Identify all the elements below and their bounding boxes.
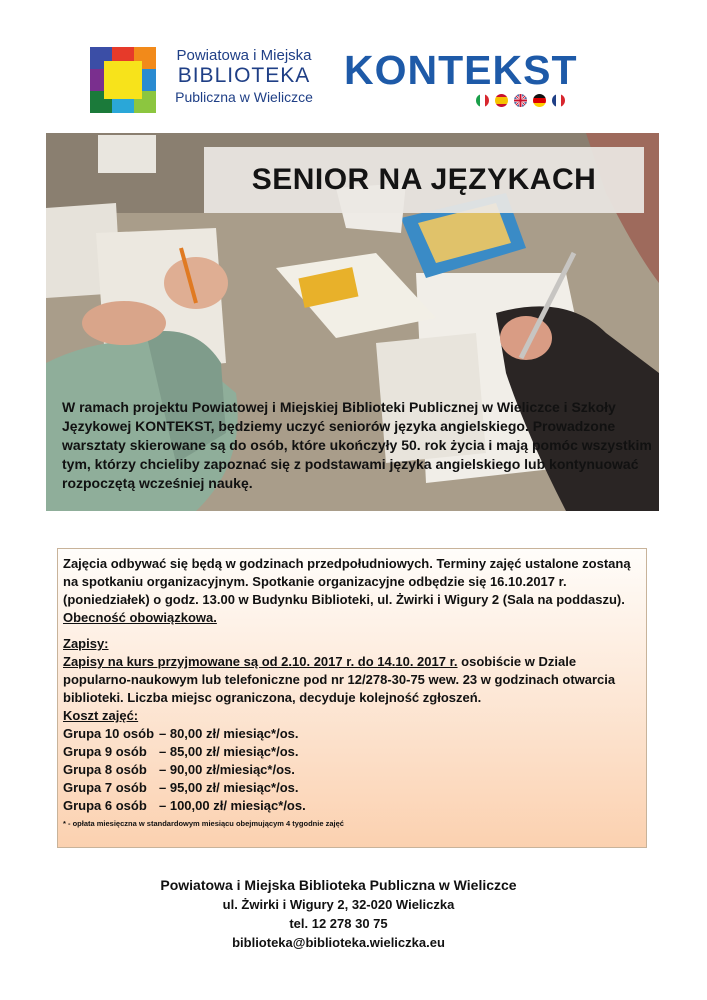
signup-heading: Zapisy: [63,636,109,651]
footer-email[interactable]: biblioteka@biblioteka.wieliczka.eu [232,935,445,950]
cost-heading: Koszt zajęć: [63,708,139,723]
price-value: – 85,00 zł/ miesiąc*/os. [159,744,299,759]
library-logo [90,45,320,115]
attendance-note: Obecność obowiązkowa. [63,610,217,625]
kontekst-logo [344,48,589,110]
intro-text: W ramach projektu Powiatowej i Miejskiej Biblioteki Publicznej w Wieliczce i Szkoły Językowej KONTEKST, będziemy uczyć seniorów języka angielskiego. Prowadzone warsztaty skierowane są do osób, które ukończyły 50. rok życia i mają pomóc wszystkim tym, którzy chcieliby zapoznać się z podstawami języka angielskiego lub kontynuować rozpoczętą wcześniej naukę. [62,399,652,491]
price-row [63,725,643,743]
price-row [63,761,643,779]
price-value: – 90,00 zł/miesiąc*/os. [159,762,295,777]
footer-library-name: Powiatowa i Miejska Biblioteka Publiczna w Wieliczce [160,877,517,893]
footer-phone: tel. 12 278 30 75 [289,916,388,931]
schedule-text: Zajęcia odbywać się będą w godzinach przedpołudniowych. Terminy zajęć ustalone zostaną na spotkaniu organizacyjnym. Spotkanie organizacyjne odbędzie się 16.10.2017 r. (poniedziałek) o godz. 13.00 w Budynku Biblioteki, ul. Żwirki i Wigury 2 (Sala na poddaszu). [63,556,631,607]
price-group: Grupa 10 osób [63,726,155,741]
schedule-paragraph [63,555,643,627]
info-box [57,548,647,848]
library-logo-line1: Powiatowa i Miejska [176,47,312,64]
france-flag-icon [552,94,565,107]
price-row [63,779,643,797]
price-value: – 80,00 zł/ miesiąc*/os. [159,726,299,741]
price-value: – 95,00 zł/ miesiąc*/os. [159,780,299,795]
footer-address: ul. Żwirki i Wigury 2, 32-020 Wieliczka [222,897,455,912]
library-logo-line2: BIBLIOTEKA [177,64,311,87]
price-group: Grupa 6 osób [63,798,147,813]
page-title: SENIOR NA JĘZYKACH [251,163,597,196]
library-logo-line3: Publiczna w Wieliczce [175,89,313,105]
uk-flag-icon [514,94,527,107]
price-footnote: * - opłata miesięczna w standardowym miesiącu obejmującym 4 tygodnie zajęć [63,819,344,828]
price-group: Grupa 7 osób [63,780,147,795]
title-banner [204,147,644,213]
kontekst-logo-word: KONTEKST [344,47,578,93]
price-row [63,797,643,815]
price-group: Grupa 8 osób [63,762,147,777]
signup-dates: Zapisy na kurs przyjmowane są od 2.10. 2017 r. do 14.10. 2017 r. [63,654,458,669]
price-list [63,725,643,815]
info-content [63,555,643,833]
italy-flag-icon [476,94,489,107]
spain-flag-icon [495,94,508,107]
signup-details: osobiście w Dziale popularno-naukowym lub telefoniczne pod nr 12/278-30-75 wew. 23 w godzinach otwarcia biblioteki. Liczba miejsc ograniczona, decyduje kolejność zgłoszeń. [63,654,616,705]
price-value: – 100,00 zł/ miesiąc*/os. [159,798,306,813]
library-mosaic-icon [90,47,156,113]
price-group: Grupa 9 osób [63,744,147,759]
price-row [63,743,643,761]
germany-flag-icon [533,94,546,107]
footer-contact [0,876,677,952]
language-flags [476,94,565,107]
signup-paragraph [63,653,643,707]
library-logo-text [164,47,324,106]
